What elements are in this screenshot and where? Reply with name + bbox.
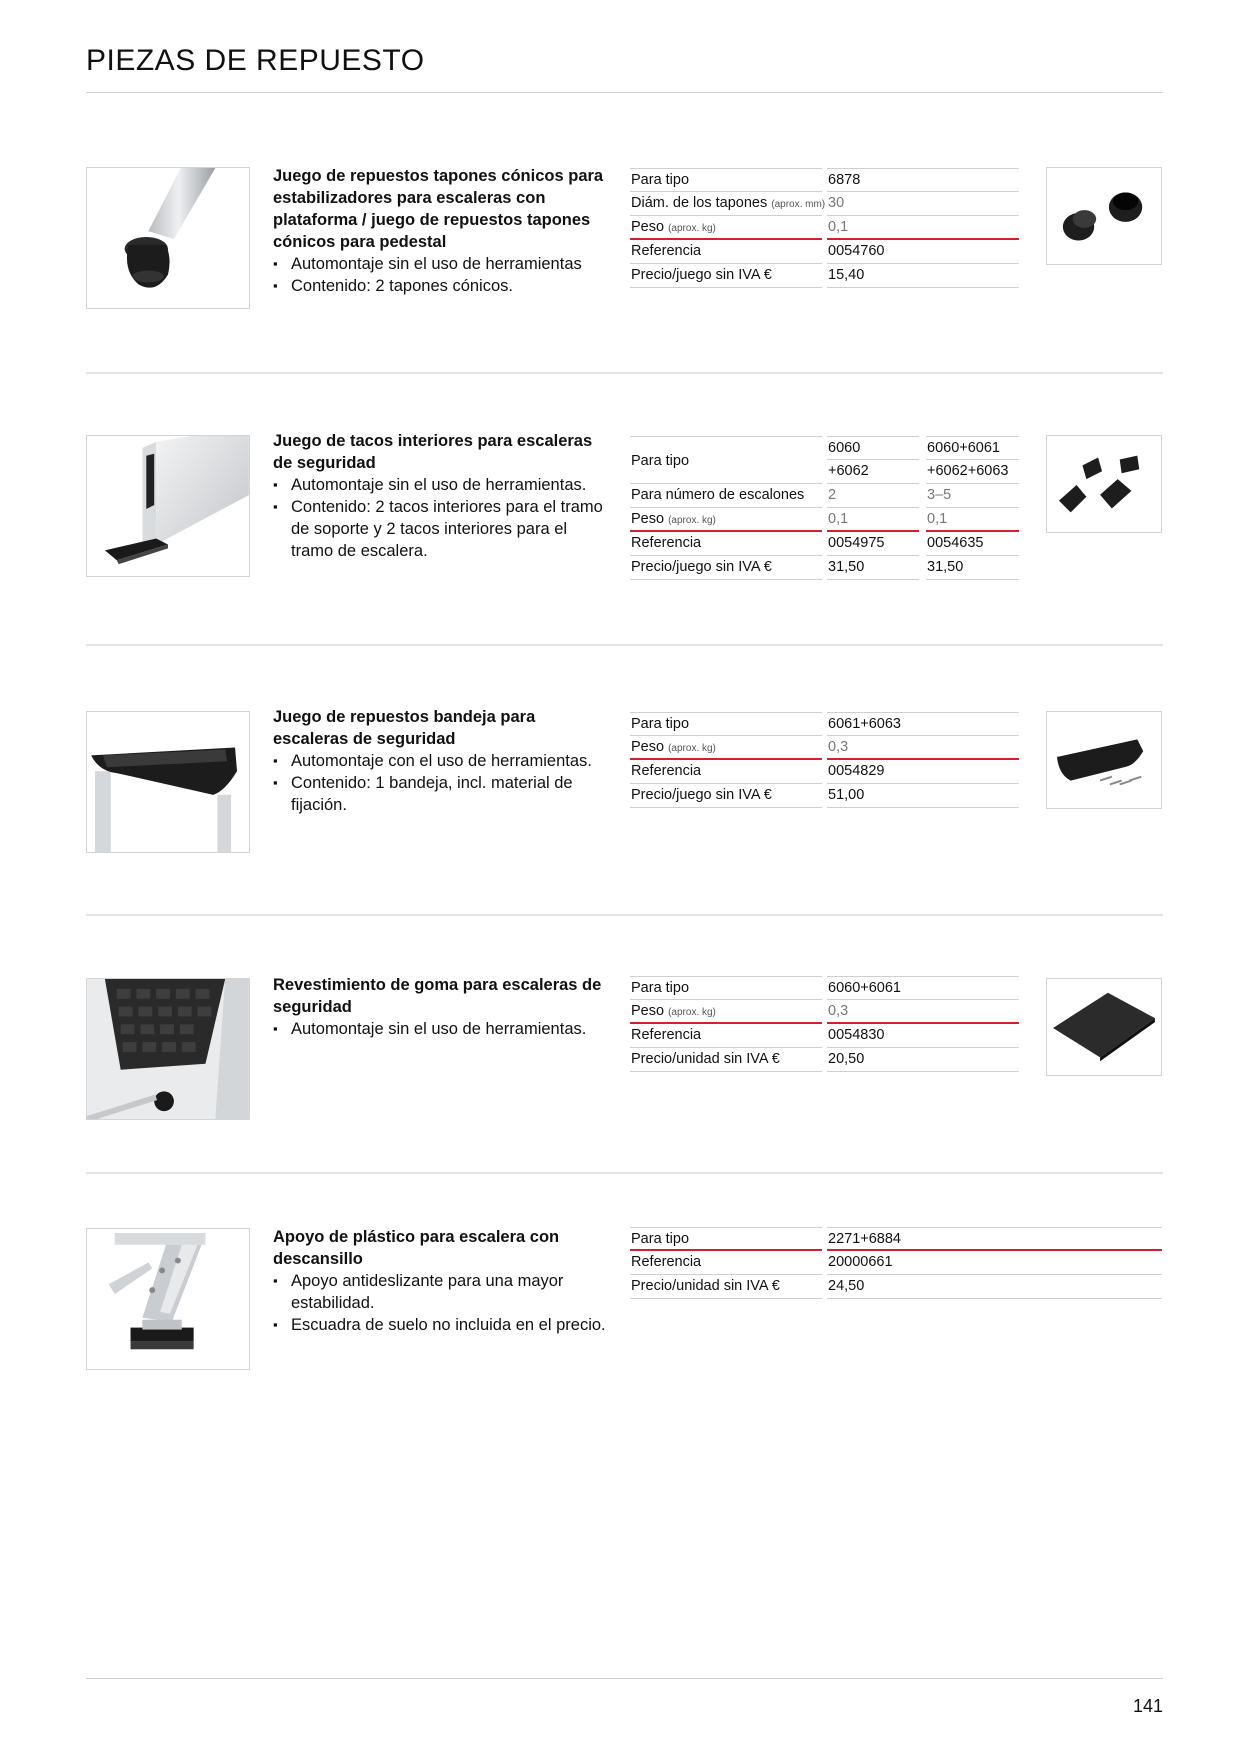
spec-value-para-tipo-b-line2: +6062+6063	[926, 460, 1019, 484]
spec-value-precio: 24,50	[827, 1275, 1162, 1299]
section-divider	[86, 644, 1163, 646]
spec-value-precio: 51,00	[827, 784, 1019, 808]
spec-label-peso	[630, 216, 822, 240]
spec-value-precio-b: 31,50	[926, 556, 1019, 580]
product-thumb-inner-feet	[1046, 435, 1162, 533]
spec-label-precio: Precio/juego sin IVA €	[630, 264, 822, 288]
product-photo-rubber-cover	[86, 978, 250, 1120]
spec-value-para-tipo-a-line2: +6062	[827, 460, 919, 484]
product-thumb-rubber-cover	[1046, 978, 1162, 1076]
spec-label-peso	[630, 736, 822, 760]
product-description-inner-feet	[273, 430, 613, 562]
spec-value-referencia-a: 0054975	[827, 532, 919, 556]
section-divider	[86, 914, 1163, 916]
spec-label-para-tipo: Para tipo	[630, 168, 822, 192]
feature-list	[273, 1270, 613, 1336]
product-title: Apoyo de plástico para escalera con descansillo	[273, 1228, 560, 1268]
spec-value-escalones-a: 2	[827, 484, 919, 508]
spec-value-referencia: 20000661	[827, 1251, 1162, 1275]
label-text: Peso	[631, 739, 665, 755]
spec-value-peso: 0,3	[827, 1000, 1019, 1024]
product-photo-tray	[86, 711, 250, 853]
feature-list	[273, 1018, 613, 1040]
product-title: Juego de tacos interiores para escaleras de seguridad	[273, 432, 593, 472]
spec-label-para-tipo: Para tipo	[630, 976, 822, 1000]
spec-value-para-tipo: 6878	[827, 168, 1019, 192]
spec-label-peso	[630, 1000, 822, 1024]
feature-item: ▪ Automontaje sin el uso de herramientas.	[273, 1018, 613, 1040]
feature-list	[273, 750, 613, 816]
unit-text: (aprox. kg)	[668, 223, 716, 234]
spec-label-para-tipo: Para tipo	[630, 1227, 822, 1251]
spec-label-precio: Precio/unidad sin IVA €	[630, 1275, 822, 1299]
product-photo-inner-feet	[86, 435, 250, 577]
spec-label-precio: Precio/juego sin IVA €	[630, 784, 822, 808]
spec-value-peso: 0,1	[827, 216, 1019, 240]
spec-label-precio: Precio/juego sin IVA €	[630, 556, 822, 580]
spec-value-escalones-b: 3–5	[926, 484, 1019, 508]
page-number: 141	[1132, 1696, 1163, 1716]
spec-value-para-tipo: 6061+6063	[827, 712, 1019, 736]
unit-text: (aprox. mm)	[771, 199, 826, 210]
product-description-tray	[273, 706, 613, 816]
feature-item: ▪ Automontaje sin el uso de herramientas	[273, 253, 613, 275]
spec-label-escalones: Para número de escalones	[630, 484, 822, 508]
spec-value-peso-a: 0,1	[827, 508, 919, 532]
unit-text: (aprox. kg)	[668, 515, 716, 526]
feature-item: ▪ Escuadra de suelo no incluida en el precio.	[273, 1314, 613, 1336]
label-text: Diám. de los tapones	[631, 195, 768, 211]
product-description-plastic-support	[273, 1226, 613, 1336]
spec-value-diametro: 30	[827, 192, 1019, 216]
product-photo-conical-caps	[86, 167, 250, 309]
product-thumb-conical-caps	[1046, 167, 1162, 265]
spec-label-referencia: Referencia	[630, 240, 822, 264]
spec-value-referencia-b: 0054635	[926, 532, 1019, 556]
product-thumb-tray	[1046, 711, 1162, 809]
label-text: Peso	[631, 511, 665, 527]
product-title: Juego de repuestos tapones cónicos para estabilizadores para escaleras con plataforma / juego de repuestos tapones cónicos para pedestal	[273, 167, 604, 251]
header-rule	[86, 92, 1163, 93]
label-text: Peso	[631, 1003, 665, 1019]
spec-label-diametro	[630, 192, 826, 216]
unit-text: (aprox. kg)	[668, 743, 716, 754]
spec-label-referencia: Referencia	[630, 1251, 822, 1275]
product-photo-plastic-support	[86, 1228, 250, 1370]
spec-value-para-tipo-a-line1: 6060	[827, 436, 919, 460]
feature-item: ▪ Contenido: 2 tacos interiores para el tramo de soporte y 2 tacos interiores para el tramo de escalera.	[273, 496, 613, 562]
product-title: Revestimiento de goma para escaleras de seguridad	[273, 976, 602, 1016]
spec-value-referencia: 0054829	[827, 760, 1019, 784]
spec-value-para-tipo: 2271+6884	[827, 1227, 1162, 1251]
spec-label-para-tipo: Para tipo	[630, 712, 822, 736]
label-text: Peso	[631, 219, 665, 235]
spec-label-referencia: Referencia	[630, 760, 822, 784]
feature-item: ▪ Contenido: 1 bandeja, incl. material de fijación.	[273, 772, 613, 816]
spec-label-para-tipo: Para tipo	[630, 436, 822, 484]
section-divider	[86, 372, 1163, 374]
spec-label-precio: Precio/unidad sin IVA €	[630, 1048, 822, 1072]
section-divider	[86, 1172, 1163, 1174]
spec-value-referencia: 0054830	[827, 1024, 1019, 1048]
feature-list	[273, 253, 613, 297]
feature-list	[273, 474, 613, 562]
spec-value-para-tipo: 6060+6061	[827, 976, 1019, 1000]
spec-value-precio-a: 31,50	[827, 556, 919, 580]
spec-value-para-tipo-b-line1: 6060+6061	[926, 436, 1019, 460]
feature-item: ▪ Automontaje con el uso de herramientas.	[273, 750, 613, 772]
spec-label-referencia: Referencia	[630, 532, 822, 556]
product-title: Juego de repuestos bandeja para escaleras de seguridad	[273, 708, 536, 748]
product-description-conical-caps	[273, 165, 613, 297]
spec-label-peso	[630, 508, 822, 532]
spec-value-peso: 0,3	[827, 736, 1019, 760]
feature-item: ▪ Automontaje sin el uso de herramientas.	[273, 474, 613, 496]
page-title: PIEZAS DE REPUESTO	[86, 44, 425, 77]
spec-value-precio: 15,40	[827, 264, 1019, 288]
footer-rule	[86, 1678, 1163, 1679]
product-description-rubber-cover	[273, 974, 613, 1040]
spec-value-precio: 20,50	[827, 1048, 1019, 1072]
spec-value-referencia: 0054760	[827, 240, 1019, 264]
feature-item: ▪ Apoyo antideslizante para una mayor estabilidad.	[273, 1270, 613, 1314]
spec-label-referencia: Referencia	[630, 1024, 822, 1048]
spec-value-peso-b: 0,1	[926, 508, 1019, 532]
feature-item: ▪ Contenido: 2 tapones cónicos.	[273, 275, 613, 297]
unit-text: (aprox. kg)	[668, 1007, 716, 1018]
